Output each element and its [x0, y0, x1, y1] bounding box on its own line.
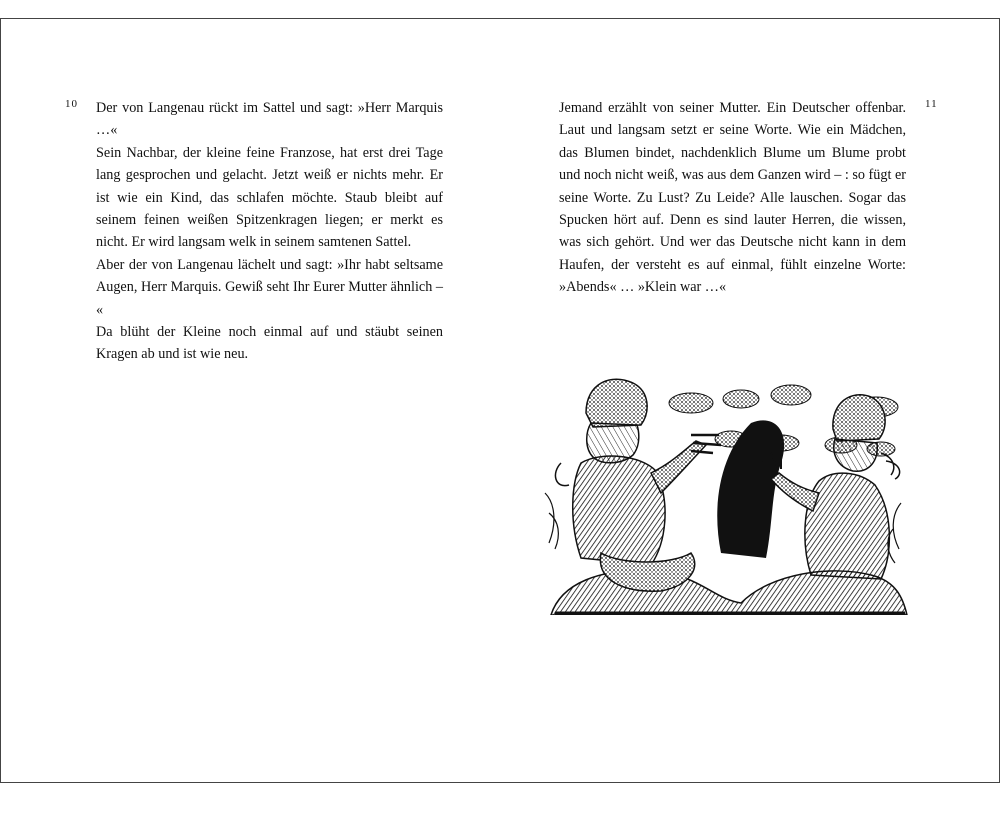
paragraph: Sein Nachbar, der kleine feine Franzose, hat erst drei Tage lang gesprochen und gelacht. Jetzt weiß er nichts mehr. Er ist wie ein Kind, das schlafen möchte. Staub bleibt auf seinem feinen weißen Spitzenkragen liegen; er merkt es nicht. Er wird langsam welk in seinem samtenen Sattel. [96, 144, 443, 251]
page-number-left: 10 [65, 98, 78, 110]
engraving-illustration [541, 353, 909, 615]
book-spread [0, 18, 1000, 783]
page-number-right: 11 [925, 98, 938, 110]
left-page-text [96, 97, 443, 366]
paragraph: Der von Langenau rückt im Sattel und sagt: »Herr Marquis …« [96, 100, 443, 139]
right-rider [763, 395, 900, 579]
paragraph: Jemand erzählt von seiner Mutter. Ein Deutscher offenbar. Laut und langsam setzt er seine Worte. Wie ein Mädchen, das Blumen bindet, nachdenklich Blume um Blume probt und noch nicht weiß, was aus dem Ganzen wird – : so fügt er seine Worte. Zu Lust? Zu Leide? Alle lauschen. Sogar das Spucken hört auf. Denn es sind lauter Herren, die wissen, was sich gehört. Und wer das Deutsche nicht kann in dem Haufen, der versteht es auf einmal, fühlt einzelne Worte: »Abends« … »Klein war …« [559, 100, 906, 296]
paragraph: Da blüht der Kleine noch einmal auf und stäubt seinen Kragen ab und ist wie neu. [96, 324, 443, 363]
paragraph: Aber der von Langenau lächelt und sagt: »Ihr habt seltsame Augen, Herr Marquis. Gewiß seht Ihr Eurer Mutter ähnlich – « [96, 256, 443, 318]
right-page-text [559, 97, 906, 299]
